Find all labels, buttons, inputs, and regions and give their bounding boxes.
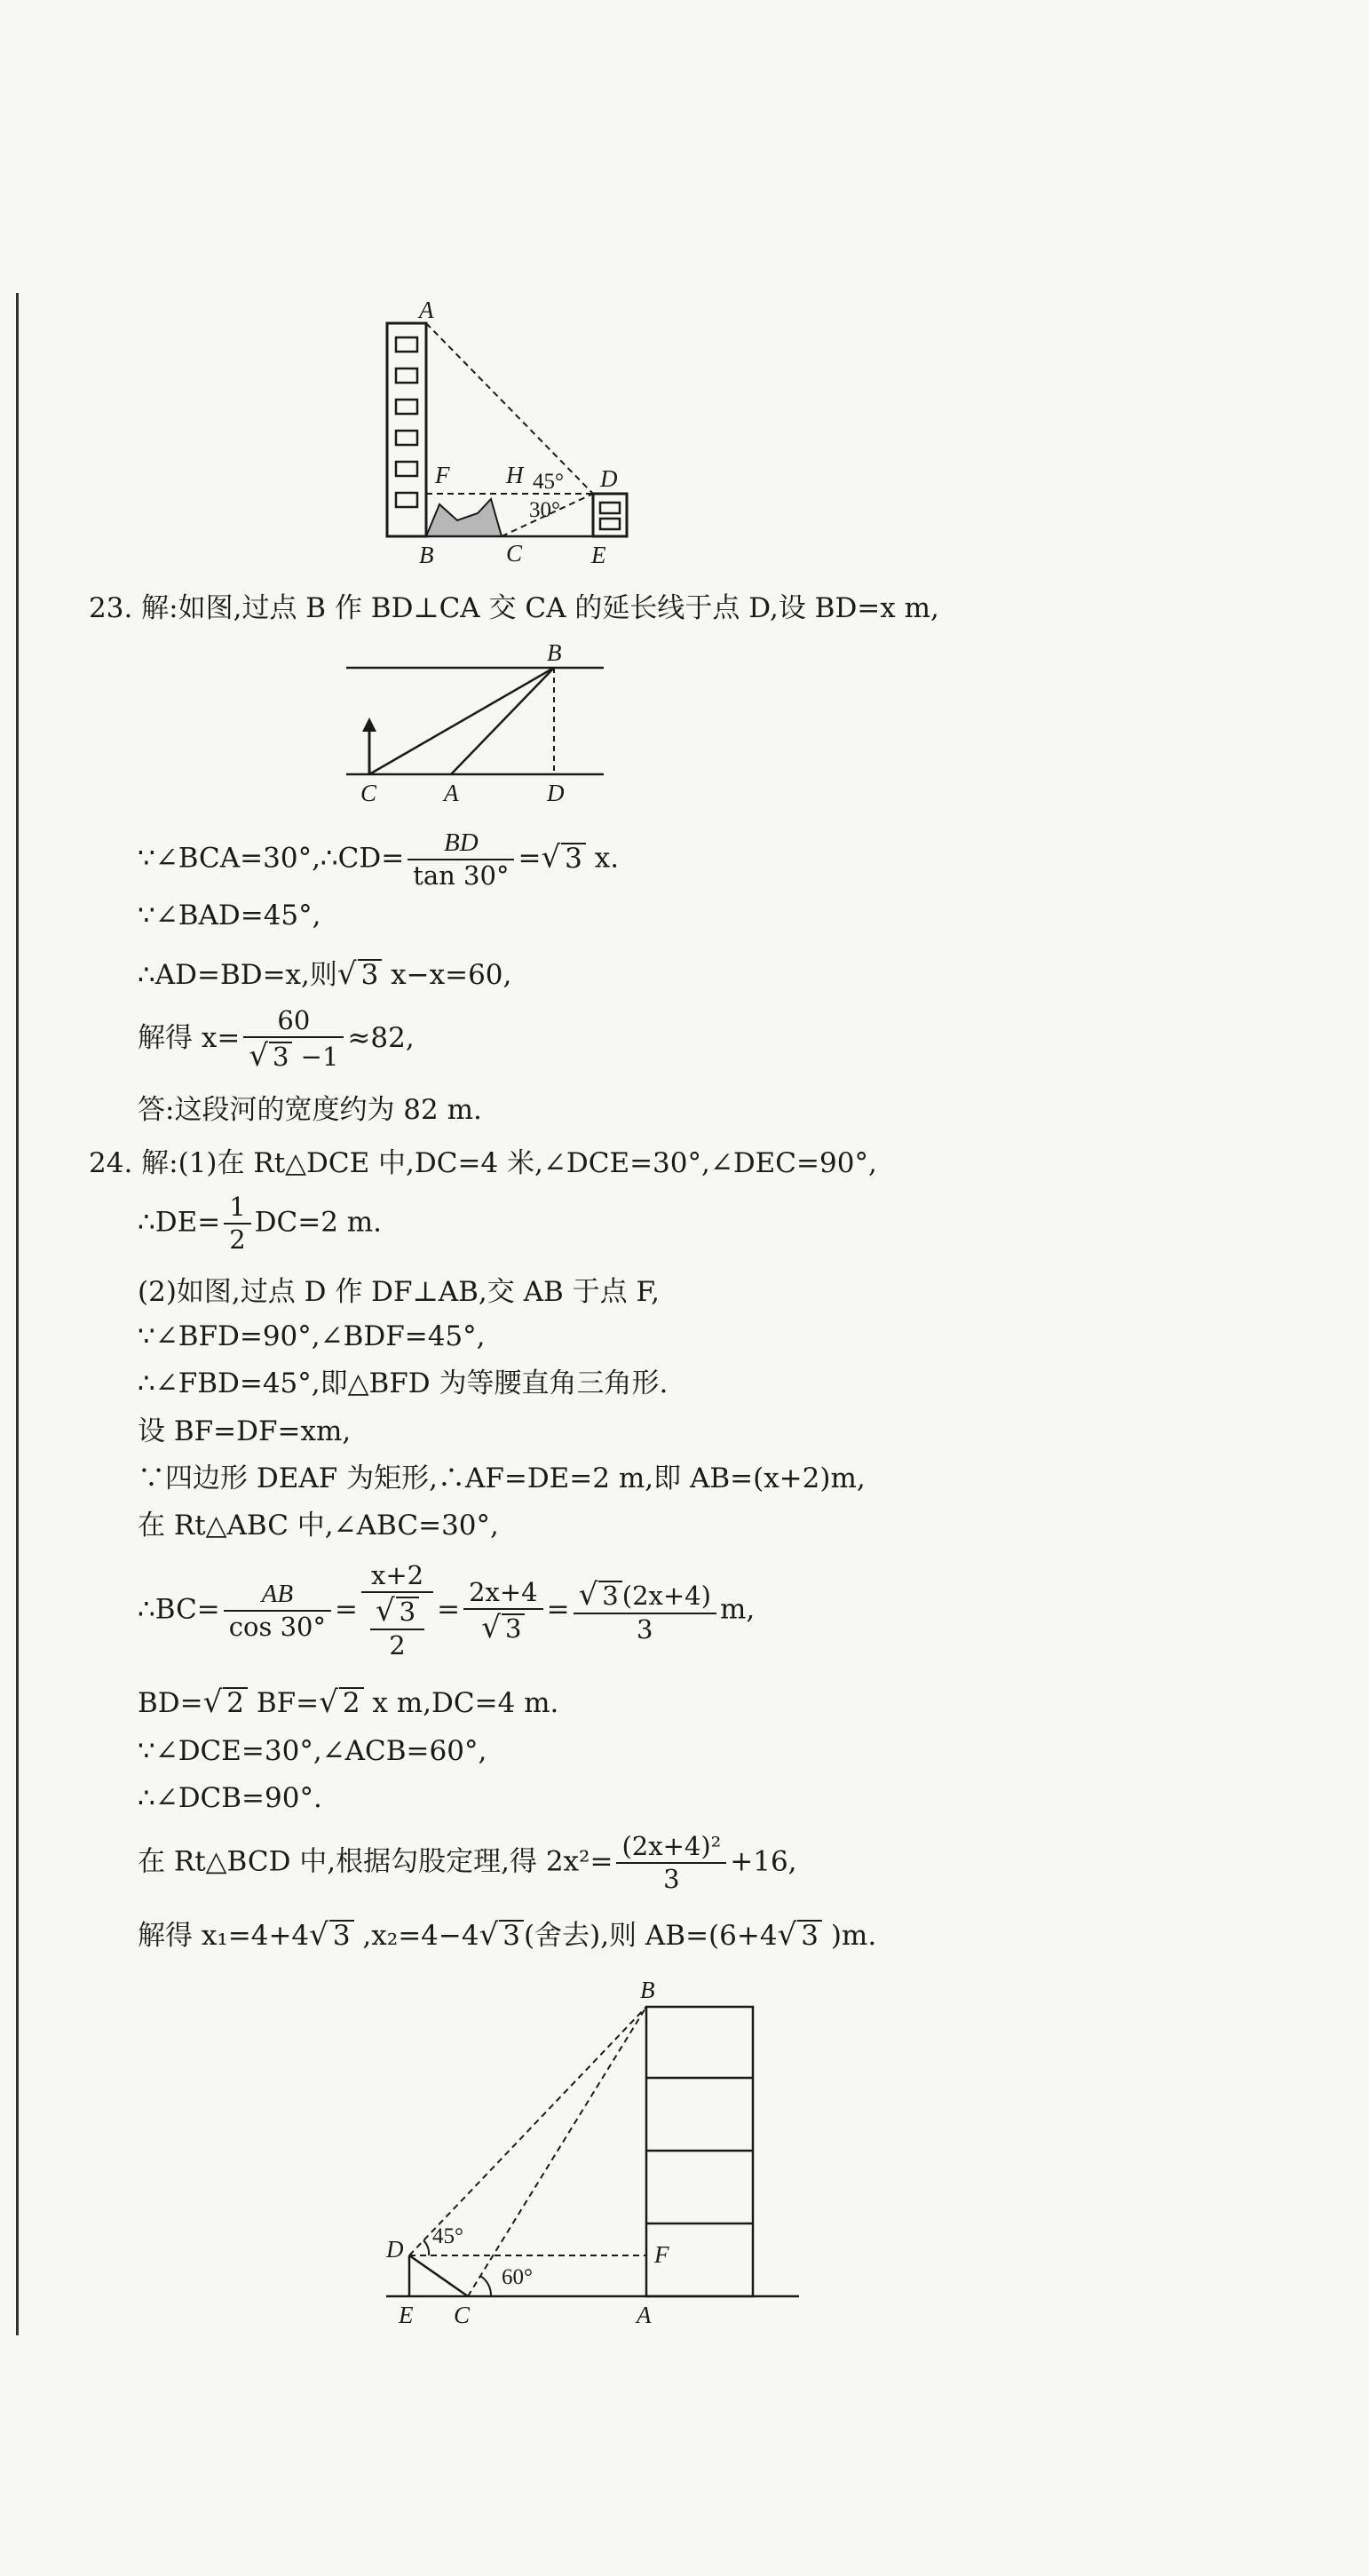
label-H: H — [506, 462, 524, 488]
label-B: B — [419, 542, 434, 568]
angle-60: 60° — [502, 2265, 533, 2289]
p24-line14: 解得 x₁=4+4√ 3 ,x₂=4−4√ 3 (舍去),则 AB=(6+4√ 3 )m. — [138, 1917, 877, 1953]
angle-30: 30° — [529, 498, 560, 522]
p23-line3: ∵∠BAD=45°, — [138, 900, 321, 931]
label-B: B — [640, 1977, 655, 2003]
label-C: C — [360, 780, 377, 806]
p23-line5: 解得 x= $\frac{60}{√ 3 -1}$ ≈82, — [138, 1005, 415, 1074]
figure-building-hill — [373, 293, 657, 568]
p24-line1: 24. 解:(1)在 Rt△DCE 中,DC=4 米,∠DCE=30°,∠DEC=90°, — [89, 1147, 877, 1179]
label-C: C — [454, 2302, 471, 2328]
p23-answer: 答:这段河的宽度约为 82 m. — [138, 1094, 482, 1126]
p24-line13: 在 Rt△BCD 中,根据勾股定理,得 2x²= $\frac{\text{(2x+4)²}}{3}$ +16, — [138, 1831, 797, 1894]
p24-line5: ∴∠FBD=45°,即△BFD 为等腰直角三角形. — [138, 1367, 669, 1399]
figure-river — [346, 639, 613, 808]
label-D: D — [386, 2236, 404, 2263]
figure-building-slope — [377, 1971, 812, 2331]
p24-line7: ∵四边形 DEAF 为矩形,∴AF=DE=2 m,即 AB=(x+2)m, — [138, 1462, 866, 1494]
label-D: D — [547, 780, 565, 806]
label-F: F — [654, 2241, 669, 2268]
p24-line8: 在 Rt△ABC 中,∠ABC=30°, — [138, 1510, 499, 1542]
label-F: F — [435, 462, 450, 488]
label-D: D — [600, 465, 618, 492]
p24-line12: ∴∠DCB=90°. — [138, 1782, 322, 1814]
p24-line4: ∵∠BFD=90°,∠BDF=45°, — [138, 1320, 486, 1352]
angle-45: 45° — [432, 2224, 463, 2248]
margin-line — [16, 293, 19, 2335]
p23-line4: ∴AD=BD=x,则√ 3 x−x=60, — [138, 956, 512, 992]
label-B: B — [547, 639, 562, 666]
label-A: A — [637, 2302, 652, 2328]
p24-line3: (2)如图,过点 D 作 DF⊥AB,交 AB 于点 F, — [138, 1276, 660, 1308]
p23-line1: 23. 解:如图,过点 B 作 BD⊥CA 交 CA 的延长线于点 D,设 BD=x m, — [89, 592, 939, 624]
label-E: E — [591, 542, 606, 568]
p24-line6: 设 BF=DF=xm, — [138, 1415, 352, 1447]
p23-line2: ∵∠BCA=30°,∴CD= $\frac{BD}{\tan 30^\circ}$ =√ 3 x. — [138, 828, 620, 891]
label-A: A — [419, 297, 434, 323]
p24-line9: ∴BC= $\frac{AB}{\cos 30^\circ}$ = $\frac{x+2}{\frac{√ 3}{2}}$ = $\frac{2x+4}{√ 3}$ = $\frac{√ 3 (2x+4)}{3}$ m, — [138, 1560, 756, 1661]
p24-line2: ∴DE= $\frac{1}{2}$ DC=2 m. — [138, 1192, 383, 1255]
label-E: E — [399, 2302, 414, 2328]
angle-45: 45° — [533, 470, 564, 494]
label-A: A — [444, 780, 459, 806]
label-C: C — [506, 540, 523, 567]
p24-line10: BD=√ 2 BF=√ 2 x m,DC=4 m. — [138, 1684, 559, 1720]
p24-line11: ∵∠DCE=30°,∠ACB=60°, — [138, 1735, 487, 1767]
